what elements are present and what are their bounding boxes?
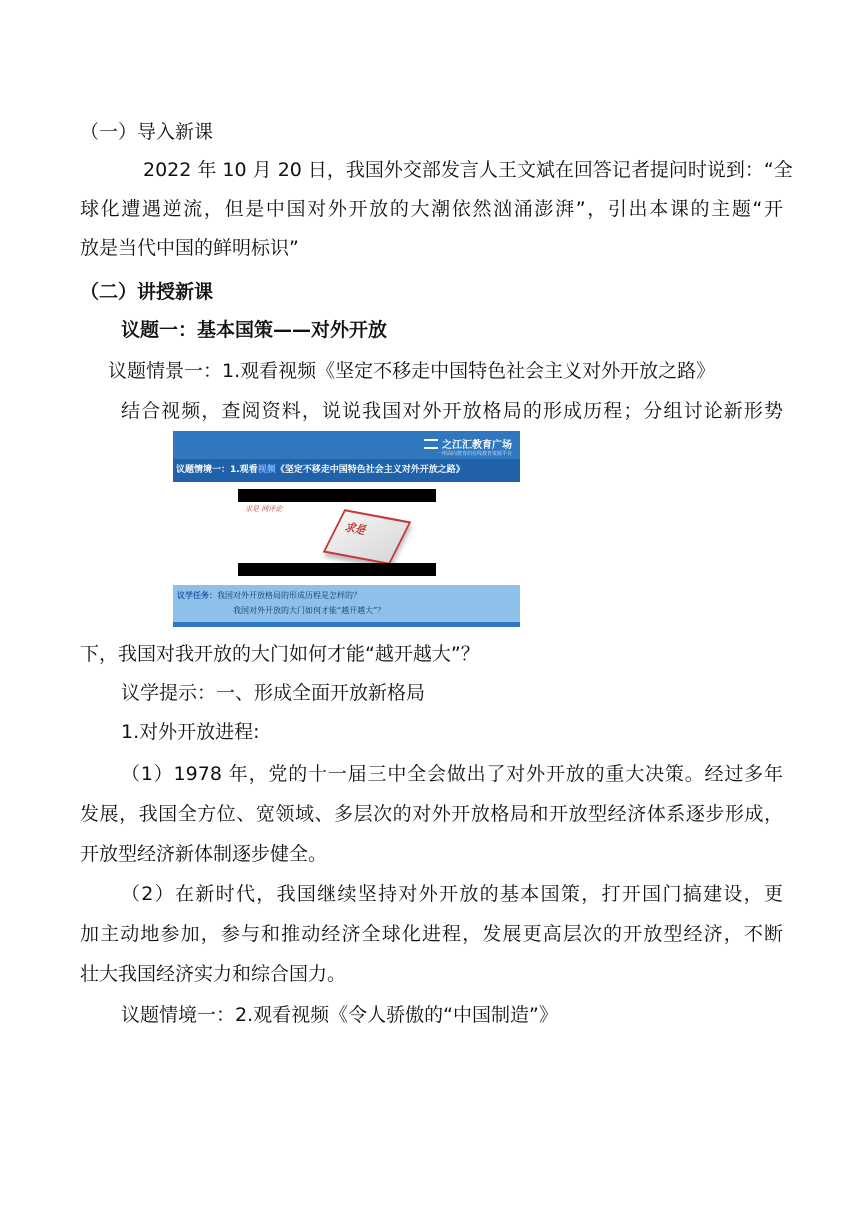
topic-heading: 议题一：基本国策——对外开放 <box>121 319 388 341</box>
scenario-text: 议题情景一：1.观看视频《坚定不移走中国特色社会主义对外开放之路》 <box>108 360 716 382</box>
hint-paragraph-line: 加主动地参加，参与和推动经济全球化进程，发展更高层次的开放型经济，不断 <box>80 923 783 945</box>
platform-subtitle: 一所面向教育的在线教育资源平台 <box>436 451 512 457</box>
section-heading-intro: （一）导入新课 <box>80 121 214 143</box>
hint-item-title: 1.对外开放进程: <box>121 721 260 743</box>
slide-header-bar <box>173 431 520 459</box>
task-question: 我国对外开放格局的形成历程是怎样的？ <box>217 591 361 600</box>
slide-task-box <box>173 585 520 622</box>
slide-image <box>173 431 520 627</box>
platform-logo: 之江汇教育广场 <box>424 436 512 451</box>
hint-paragraph-line: （2）在新时代，我国继续坚持对外开放的基本国策，打开国门搞建设，更 <box>121 883 783 905</box>
task-question: 我国对外开放的大门如何才能“越开越大”？ <box>233 606 386 615</box>
video-letterbox-top <box>238 489 436 502</box>
intro-paragraph-line: 2022 年 10 月 20 日，我国外交部发言人王文斌在回答记者提问时说到：“全 <box>143 159 793 181</box>
hint-paragraph-line: （1）1978 年，党的十一届三中全会做出了对外开放的重大决策。经过多年 <box>121 763 783 785</box>
video-source-label: 求是 网评论 <box>245 505 283 513</box>
intro-paragraph-line: 球化遭遇逆流，但是中国对外开放的大潮依然汹涌澎湃”，引出本课的主题“开 <box>80 198 783 220</box>
hint-paragraph-line: 发展，我国全方位、宽领域、多层次的对外开放格局和开放型经济体系逐步形成， <box>80 803 783 825</box>
hint-heading: 议学提示：一、形成全面开放新格局 <box>121 682 426 704</box>
slide-title: 议题情境一：1.观看视频《坚定不移走中国特色社会主义对外开放之路》 <box>173 459 520 482</box>
scenario-text: 议题情境一：2.观看视频《令人骄傲的“中国制造”》 <box>121 1004 558 1026</box>
intro-paragraph-line: 放是当代中国的鲜明标识” <box>80 237 299 259</box>
task-line: 下，我国对我开放的大门如何才能“越开越大”？ <box>80 643 480 665</box>
magazine-cover-image <box>323 509 412 565</box>
hint-paragraph-line: 壮大我国经济实力和综合国力。 <box>80 963 347 985</box>
task-line: 结合视频，查阅资料，说说我国对外开放格局的形成历程；分组讨论新形势 <box>121 400 783 422</box>
video-letterbox-bottom <box>238 563 436 576</box>
logo-icon <box>424 439 438 449</box>
section-heading-teaching: （二）讲授新课 <box>80 281 214 303</box>
task-keyword: 议学任务： <box>177 591 217 600</box>
magazine-cover-title: 求是 <box>342 520 370 538</box>
slide-footer-bar <box>173 622 520 627</box>
hint-paragraph-line: 开放型经济新体制逐步健全。 <box>80 843 328 865</box>
